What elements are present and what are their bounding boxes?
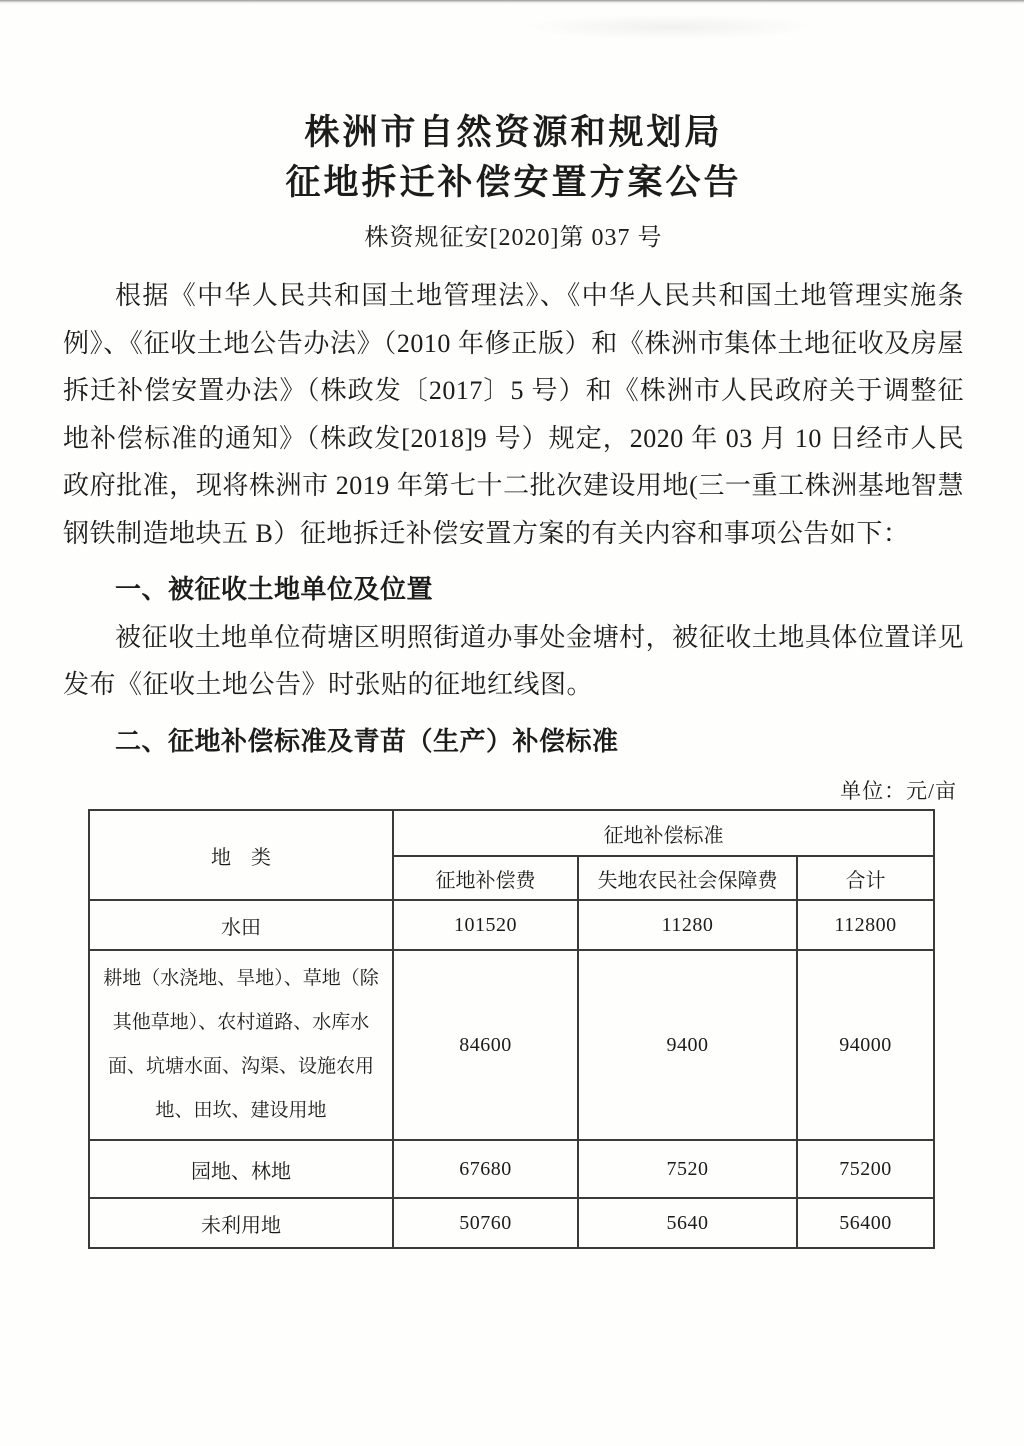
header-compensation-standard-group: 征地补偿标准: [393, 810, 934, 856]
cell-compensation: 50760: [393, 1198, 578, 1248]
table-row: [89, 1198, 934, 1248]
header-total: 合计: [797, 856, 934, 900]
cell-compensation: 67680: [393, 1140, 578, 1198]
document-title-line1: 株洲市自然资源和规划局: [304, 113, 723, 152]
cell-land-type: 未利用地: [89, 1198, 393, 1248]
cell-total: 112800: [797, 900, 934, 950]
cell-social-security: 7520: [578, 1140, 797, 1198]
table-row: [89, 1140, 934, 1198]
section2-heading: 二、征地补偿标准及青苗（生产）补偿标准: [115, 726, 619, 756]
cell-land-type: 耕地（水浇地、旱地）、草地（除其他草地）、农村道路、水库水面、坑塘水面、沟渠、设施农用地、田坎、建设用地: [89, 950, 393, 1140]
intro-paragraph: 根据《中华人民共和国土地管理法》、《中华人民共和国土地管理实施条例》、《征收土地公告办法》（2010 年修正版）和《株洲市集体土地征收及房屋拆迁补偿安置办法》（株政发〔2017〕5 号）和《株洲市人民政府关于调整征地补偿标准的通知》（株政发[2018]9 号）规定，2020 年 03 月 10 日经市人民政府批准，现将株洲市 2019 年第七十二批次建设用地(三一重工株洲基地智慧钢铁制造地块五 B）征地拆迁补偿安置方案的有关内容和事项公告如下：: [63, 281, 964, 548]
compensation-standards-table: [88, 809, 935, 1249]
header-land-type: 地 类: [89, 810, 393, 900]
document-title-line2: 征地拆迁补偿安置方案公告: [285, 163, 742, 202]
cell-total: 94000: [797, 950, 934, 1140]
table-header-row-group: [89, 810, 934, 856]
cell-social-security: 5640: [578, 1198, 797, 1248]
table-row: [89, 950, 934, 1140]
document-number: 株资规征安[2020]第 037 号: [364, 225, 663, 251]
section1-heading: 一、被征收土地单位及位置: [115, 575, 434, 604]
cell-total: 56400: [797, 1198, 934, 1248]
table-row: [89, 900, 934, 950]
cell-compensation: 101520: [393, 900, 578, 950]
title-block: [63, 108, 964, 208]
header-social-security-fee: 失地农民社会保障费: [578, 856, 797, 900]
header-compensation-fee: 征地补偿费: [393, 856, 578, 900]
cell-land-type: 园地、林地: [89, 1140, 393, 1198]
section1-paragraph: 被征收土地单位荷塘区明照街道办事处金塘村，被征收土地具体位置详见发布《征收土地公告》时张贴的征地红线图。: [63, 622, 964, 699]
cell-social-security: 9400: [578, 950, 797, 1140]
document-content: [63, 0, 964, 1249]
cell-social-security: 11280: [578, 900, 797, 950]
cell-land-type: 水田: [89, 900, 393, 950]
cell-total: 75200: [797, 1140, 934, 1198]
table-unit-label: 单位：元/亩: [840, 779, 957, 803]
cell-compensation: 84600: [393, 950, 578, 1140]
